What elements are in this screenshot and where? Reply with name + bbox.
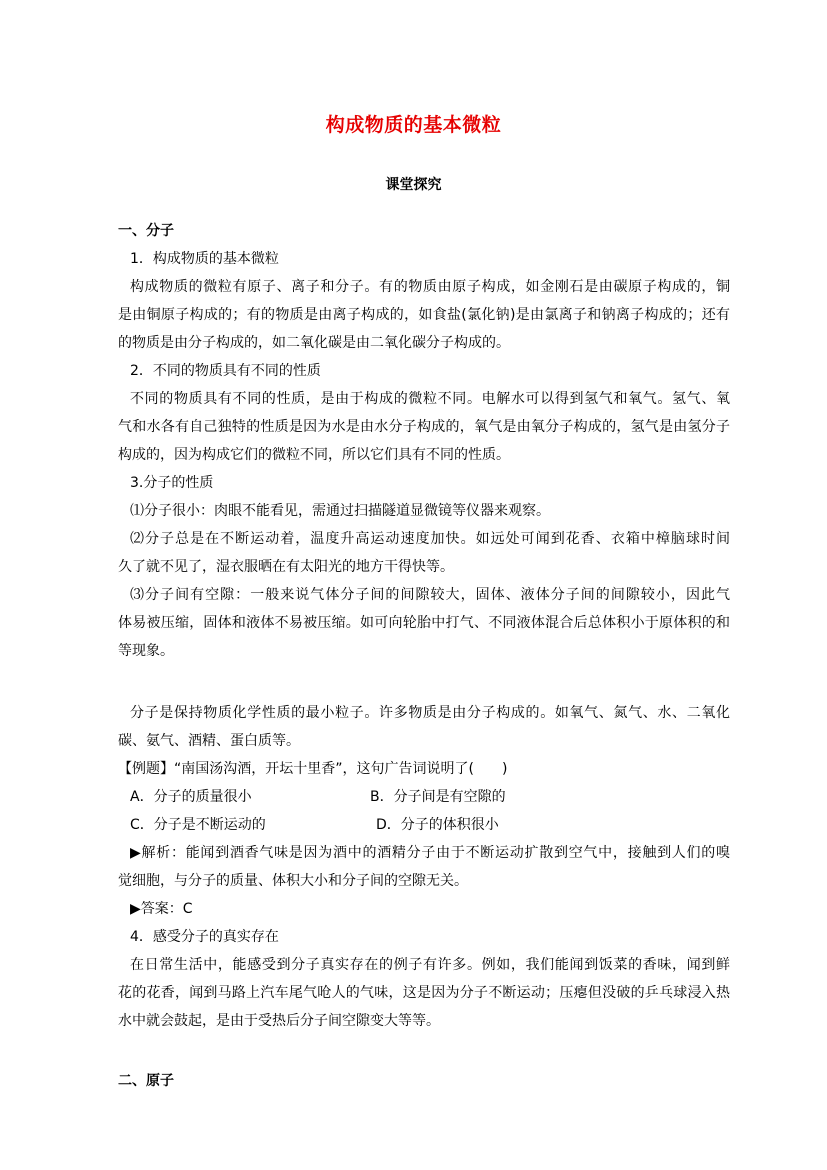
document-title: 构成物质的基本微粒 [325, 114, 502, 136]
answer-line: ▶答案：C [130, 901, 193, 917]
paragraph-line: 是由铜原子构成的；有的物质是由离子构成的，如食盐(氯化钠)是由氯离子和钠离子构成的；还有 [118, 307, 730, 323]
paragraph-line: 在日常生活中，能感受到分子真实存在的例子有许多。例如，我们能闻到饭菜的香味，闻到鲜 [130, 957, 730, 973]
analysis-line: 觉细胞，与分子的质量、体积大小和分子间的空隙无关。 [118, 873, 468, 889]
paragraph-line: 等现象。 [118, 643, 174, 659]
option-c: C．分子是不断运动的 [130, 817, 266, 833]
heading-atom: 二、原子 [118, 1073, 174, 1089]
subheading-1: 1．构成物质的基本微粒 [130, 251, 279, 267]
analysis-line: ▶解析：能闻到酒香气味是因为酒中的酒精分子由于不断运动扩散到空气中，接触到人们的嗅 [130, 845, 730, 861]
option-b: B．分子间是有空隙的 [370, 789, 506, 805]
subheading-4: 4．感受分子的真实存在 [130, 929, 279, 945]
example-question: 【例题】“南国汤沟酒，开坛十里香”，这句广告词说明了( ) [118, 761, 508, 777]
paragraph-line: 体易被压缩，固体和液体不易被压缩。如可向轮胎中打气、不同液体混合后总体积小于原体积的和 [118, 615, 730, 631]
subheading-3: 3.分子的性质 [130, 475, 214, 491]
paragraph-line: 气和水各有自己独特的性质是因为水是由水分子构成的，氧气是由氧分子构成的，氢气是由氢分子 [118, 419, 730, 435]
paragraph-line: 构成物质的微粒有原子、离子和分子。有的物质由原子构成，如金刚石是由碳原子构成的，铜 [130, 279, 730, 295]
paragraph-line: 花的花香，闻到马路上汽车尾气呛人的气味，这是因为分子不断运动；压瘪但没破的乒乓球浸入热 [118, 985, 730, 1001]
section-subtitle: 课堂探究 [385, 177, 442, 193]
heading-molecule: 一、分子 [118, 223, 174, 239]
option-d: D．分子的体积很小 [376, 817, 499, 833]
option-a: A．分子的质量很小 [130, 789, 252, 805]
property-item-2: ⑵分子总是在不断运动着，温度升高运动速度加快。如远处可闻到花香、衣箱中樟脑球时间 [130, 531, 730, 547]
paragraph-line: 久了就不见了，湿衣服晒在有太阳光的地方干得快等。 [118, 559, 454, 575]
paragraph-line: 碳、氨气、酒精、蛋白质等。 [118, 733, 300, 749]
subheading-2: 2．不同的物质具有不同的性质 [130, 363, 321, 379]
paragraph-line: 的物质是由分子构成的，如二氧化碳是由二氧化碳分子构成的。 [118, 335, 510, 351]
paragraph-line: 不同的物质具有不同的性质，是由于构成的微粒不同。电解水可以得到氢气和氧气。氢气、氧 [130, 391, 730, 407]
paragraph-line: 分子是保持物质化学性质的最小粒子。许多物质是由分子构成的。如氧气、氮气、水、二氧化 [130, 705, 730, 721]
property-item-3: ⑶分子间有空隙：一般来说气体分子间的间隙较大，固体、液体分子间的间隙较小，因此气 [130, 587, 730, 603]
paragraph-line: 构成的，因为构成它们的微粒不同，所以它们具有不同的性质。 [118, 447, 510, 463]
option-row-1 [130, 788, 742, 806]
paragraph-line: 水中就会鼓起，是由于受热后分子间空隙变大等等。 [118, 1013, 440, 1029]
property-item-1: ⑴分子很小：肉眼不能看见，需通过扫描隧道显微镜等仪器来观察。 [130, 503, 550, 519]
option-row-2 [130, 816, 742, 834]
